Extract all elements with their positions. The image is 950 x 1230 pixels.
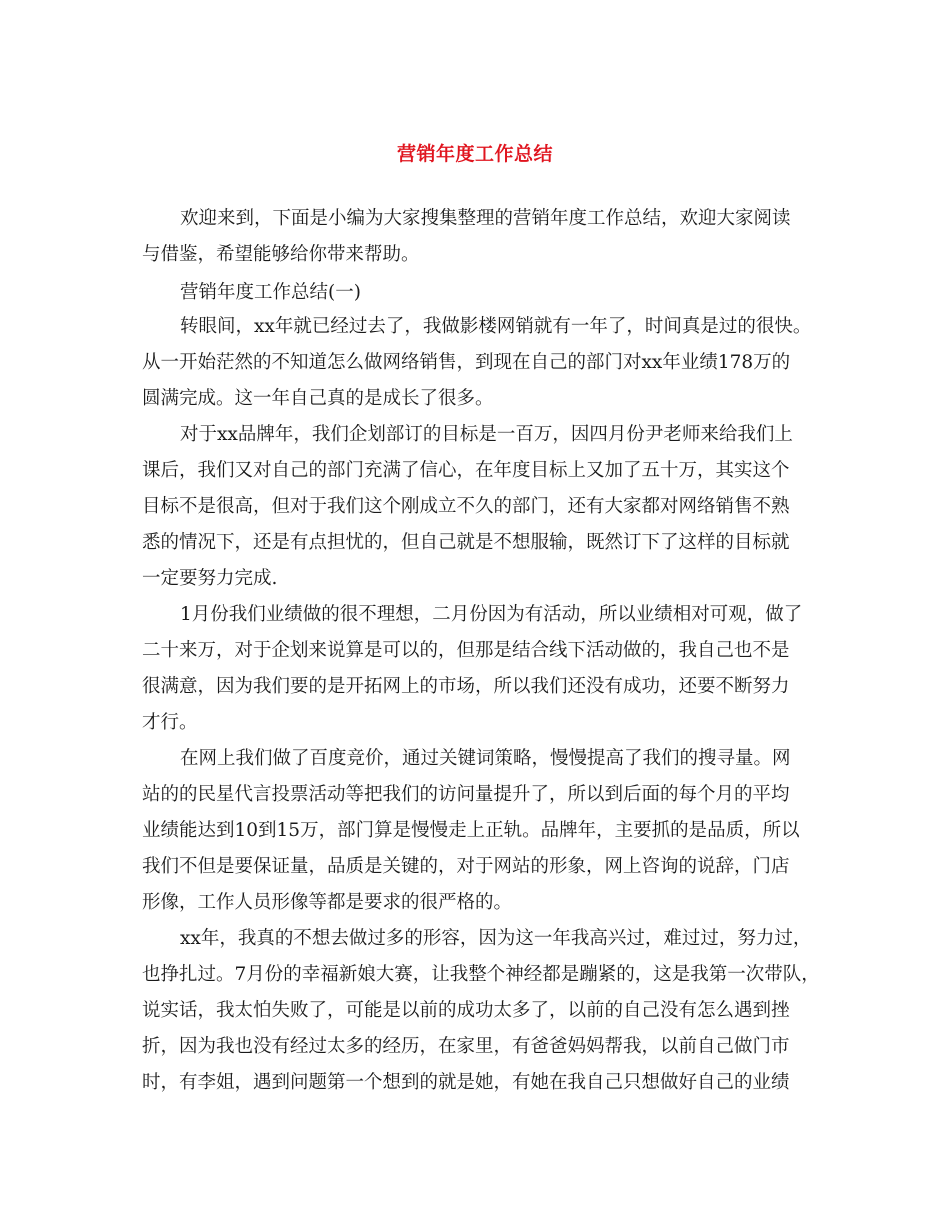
paragraph-line: 一定要努力完成. bbox=[142, 568, 278, 589]
paragraph-line: 站的的民星代言投票活动等把我们的访问量提升了，所以到后面的每个月的平均 bbox=[142, 784, 790, 805]
paragraph-line: 悉的情况下，还是有点担忧的，但自己就是不想服输，既然订下了这样的目标就 bbox=[142, 532, 790, 553]
paragraph-line: 业绩能达到10到15万，部门算是慢慢走上正轨。品牌年，主要抓的是品质，所以 bbox=[142, 820, 800, 841]
paragraph-line: 与借鉴，希望能够给你带来帮助。 bbox=[142, 244, 420, 265]
paragraph-line: 很满意，因为我们要的是开拓网上的市场，所以我们还没有成功，还要不断努力 bbox=[142, 676, 790, 697]
paragraph-line: 二十来万，对于企划来说算是可以的，但那是结合线下活动做的，我自己也不是 bbox=[142, 640, 790, 661]
paragraph-line: 也挣扎过。7月份的幸福新娘大赛，让我整个神经都是蹦紧的，这是我第一次带队， bbox=[142, 964, 820, 985]
paragraph-line: 圆满完成。这一年自己真的是成长了很多。 bbox=[142, 388, 494, 409]
paragraph-line: 目标不是很高，但对于我们这个刚成立不久的部门，还有大家都对网络销售不熟 bbox=[142, 496, 790, 517]
paragraph-line: 转眼间，xx年就已经过去了，我做影楼网销就有一年了，时间真是过的很快。 bbox=[180, 316, 812, 337]
paragraph-line: 说实话，我太怕失败了，可能是以前的成功太多了，以前的自己没有怎么遇到挫 bbox=[142, 1000, 790, 1021]
paragraph-line: xx年，我真的不想去做过多的形容，因为这一年我高兴过，难过过，努力过， bbox=[180, 928, 812, 949]
paragraph-line: 我们不但是要保证量，品质是关键的，对于网站的形象，网上咨询的说辞，门店 bbox=[142, 856, 790, 877]
document-title: 营销年度工作总结 bbox=[396, 143, 553, 165]
paragraph-line: 才行。 bbox=[142, 712, 198, 733]
paragraph-line: 1月份我们业绩做的很不理想，二月份因为有活动，所以业绩相对可观，做了 bbox=[180, 604, 803, 625]
paragraph-line: 从一开始茫然的不知道怎么做网络销售，到现在自己的部门对xx年业绩178万的 bbox=[142, 352, 791, 373]
section-heading: 营销年度工作总结(一) bbox=[180, 282, 361, 303]
paragraph-line: 在网上我们做了百度竞价，通过关键词策略，慢慢提高了我们的搜寻量。网 bbox=[180, 748, 791, 769]
paragraph-line: 课后，我们又对自己的部门充满了信心，在年度目标上又加了五十万，其实这个 bbox=[142, 460, 790, 481]
paragraph-line: 对于xx品牌年，我们企划部订的目标是一百万，因四月份尹老师来给我们上 bbox=[180, 424, 793, 445]
paragraph-line: 折，因为我也没有经过太多的经历，在家里，有爸爸妈妈帮我，以前自己做门市 bbox=[142, 1036, 790, 1057]
paragraph-line: 欢迎来到，下面是小编为大家搜集整理的营销年度工作总结，欢迎大家阅读 bbox=[180, 208, 791, 229]
paragraph-line: 形像，工作人员形像等都是要求的很严格的。 bbox=[142, 892, 513, 913]
paragraph-line: 时，有李姐，遇到问题第一个想到的就是她，有她在我自己只想做好自己的业绩 bbox=[142, 1072, 790, 1093]
